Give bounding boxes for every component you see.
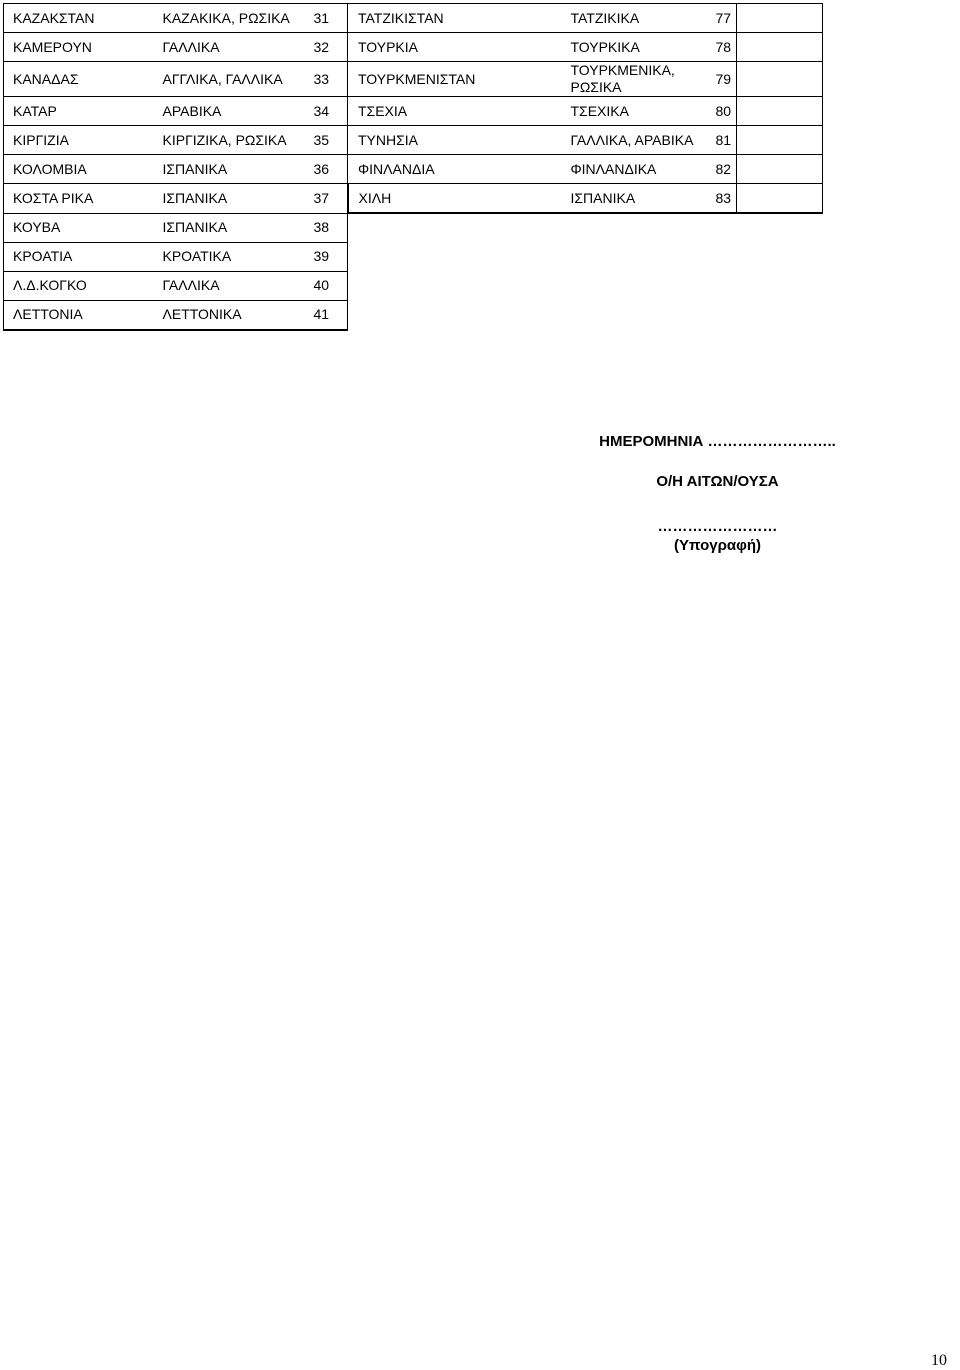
language-cell: ΤΟΥΡΚΜΕΝΙΚΑ, ΡΩΣΙΚΑ xyxy=(562,62,700,97)
page-number: 10 xyxy=(931,1352,947,1369)
language-cell: ΤΑΤΖΙΚΙΚΑ xyxy=(562,4,700,33)
country-cell: Λ.Δ.ΚΟΓΚΟ xyxy=(4,271,154,300)
country-cell: ΤΥΝΗΣΙΑ xyxy=(348,126,483,155)
number-cell: 82 xyxy=(700,155,737,184)
country-cell: ΤΑΤΖΙΚΙΣΤΑΝ xyxy=(348,4,483,33)
number-cell: 35 xyxy=(296,126,348,155)
empty-cell xyxy=(483,213,562,242)
number-cell: 81 xyxy=(700,126,737,155)
number-cell: 41 xyxy=(296,300,348,330)
country-cell: ΤΣΕΧΙΑ xyxy=(348,97,483,126)
table-row xyxy=(4,4,823,33)
signature-dots: …………………… xyxy=(657,518,778,535)
empty-cell xyxy=(483,242,562,271)
country-cell: ΦΙΝΛΑΝΔΙΑ xyxy=(348,155,483,184)
country-cell: ΤΟΥΡΚΙΑ xyxy=(348,33,483,62)
number-cell: 79 xyxy=(700,62,737,97)
number-cell: 38 xyxy=(296,213,348,242)
blank-cell xyxy=(737,184,823,214)
empty-cell xyxy=(348,271,483,300)
country-cell: ΛΕΤΤΟΝΙΑ xyxy=(4,300,154,330)
table-row xyxy=(4,97,823,126)
language-cell: ΚΑΖΑΚΙΚΑ, ΡΩΣΙΚΑ xyxy=(154,4,296,33)
empty-cell xyxy=(348,242,483,271)
table-row xyxy=(4,242,823,271)
empty-cell xyxy=(700,271,737,300)
table-row xyxy=(4,155,823,184)
language-cell: ΓΑΛΛΙΚΑ xyxy=(154,271,296,300)
applicant-line: Ο/Η ΑΙΤΩΝ/ΟΥΣΑ xyxy=(656,473,779,490)
country-cell: ΚΑΤΑΡ xyxy=(4,97,154,126)
blank-cell xyxy=(483,33,562,62)
country-cell: ΚΟΥΒΑ xyxy=(4,213,154,242)
language-cell: ΓΑΛΛΙΚΑ xyxy=(154,33,296,62)
number-cell: 77 xyxy=(700,4,737,33)
language-cell: ΙΣΠΑΝΙΚΑ xyxy=(154,155,296,184)
blank-cell xyxy=(483,62,562,97)
table-row xyxy=(4,33,823,62)
table-row xyxy=(4,126,823,155)
number-cell: 34 xyxy=(296,97,348,126)
empty-cell xyxy=(737,271,823,300)
number-cell: 33 xyxy=(296,62,348,97)
blank-cell xyxy=(737,4,823,33)
language-cell: ΚΙΡΓΙΖΙΚΑ, ΡΩΣΙΚΑ xyxy=(154,126,296,155)
language-cell: ΤΣΕΧΙΚΑ xyxy=(562,97,700,126)
blank-cell xyxy=(483,184,562,214)
blank-cell xyxy=(737,126,823,155)
empty-cell xyxy=(483,300,562,330)
empty-cell xyxy=(737,213,823,242)
country-language-table xyxy=(3,3,823,331)
blank-cell xyxy=(737,97,823,126)
blank-cell xyxy=(483,97,562,126)
table-row xyxy=(4,184,823,214)
language-cell: ΦΙΝΛΑΝΔΙΚΑ xyxy=(562,155,700,184)
empty-cell xyxy=(700,213,737,242)
blank-cell xyxy=(737,33,823,62)
number-cell: 83 xyxy=(700,184,737,214)
country-cell: ΚΟΣΤΑ ΡΙΚΑ xyxy=(4,184,154,214)
empty-cell xyxy=(348,213,483,242)
empty-cell xyxy=(348,300,483,330)
table-row xyxy=(4,271,823,300)
signature-label: (Υπογραφή) xyxy=(674,537,761,554)
language-cell: ΑΡΑΒΙΚΑ xyxy=(154,97,296,126)
empty-cell xyxy=(562,271,700,300)
empty-cell xyxy=(562,300,700,330)
number-cell: 36 xyxy=(296,155,348,184)
number-cell: 80 xyxy=(700,97,737,126)
language-cell: ΚΡΟΑΤΙΚΑ xyxy=(154,242,296,271)
language-cell: ΙΣΠΑΝΙΚΑ xyxy=(154,213,296,242)
language-cell: ΤΟΥΡΚΙΚΑ xyxy=(562,33,700,62)
language-cell: ΙΣΠΑΝΙΚΑ xyxy=(154,184,296,214)
empty-cell xyxy=(737,300,823,330)
language-cell: ΙΣΠΑΝΙΚΑ xyxy=(562,184,700,214)
empty-cell xyxy=(737,242,823,271)
country-cell: ΚΑΜΕΡΟΥΝ xyxy=(4,33,154,62)
country-cell: ΚΑΝΑΔΑΣ xyxy=(4,62,154,97)
language-cell: ΑΓΓΛΙΚΑ, ΓΑΛΛΙΚΑ xyxy=(154,62,296,97)
country-cell: ΧΙΛΗ xyxy=(348,184,483,214)
number-cell: 37 xyxy=(296,184,348,214)
blank-cell xyxy=(737,62,823,97)
empty-cell xyxy=(483,271,562,300)
date-line: ΗΜΕΡΟΜΗΝΙΑ …………………….. xyxy=(599,433,836,450)
blank-cell xyxy=(483,155,562,184)
table-row xyxy=(4,213,823,242)
blank-cell xyxy=(483,126,562,155)
language-cell: ΛΕΤΤΟΝΙΚΑ xyxy=(154,300,296,330)
language-cell: ΓΑΛΛΙΚΑ, ΑΡΑΒΙΚΑ xyxy=(562,126,700,155)
empty-cell xyxy=(562,213,700,242)
country-cell: ΚΙΡΓΙΖΙΑ xyxy=(4,126,154,155)
empty-cell xyxy=(700,242,737,271)
blank-cell xyxy=(483,4,562,33)
number-cell: 40 xyxy=(296,271,348,300)
number-cell: 39 xyxy=(296,242,348,271)
country-cell: ΚΡΟΑΤΙΑ xyxy=(4,242,154,271)
table-row xyxy=(4,62,823,97)
number-cell: 78 xyxy=(700,33,737,62)
number-cell: 31 xyxy=(296,4,348,33)
empty-cell xyxy=(562,242,700,271)
table-row xyxy=(4,300,823,330)
country-cell: ΚΑΖΑΚΣΤΑΝ xyxy=(4,4,154,33)
country-cell: ΚΟΛΟΜΒΙΑ xyxy=(4,155,154,184)
number-cell: 32 xyxy=(296,33,348,62)
empty-cell xyxy=(700,300,737,330)
country-cell: ΤΟΥΡΚΜΕΝΙΣΤΑΝ xyxy=(348,62,483,97)
blank-cell xyxy=(737,155,823,184)
